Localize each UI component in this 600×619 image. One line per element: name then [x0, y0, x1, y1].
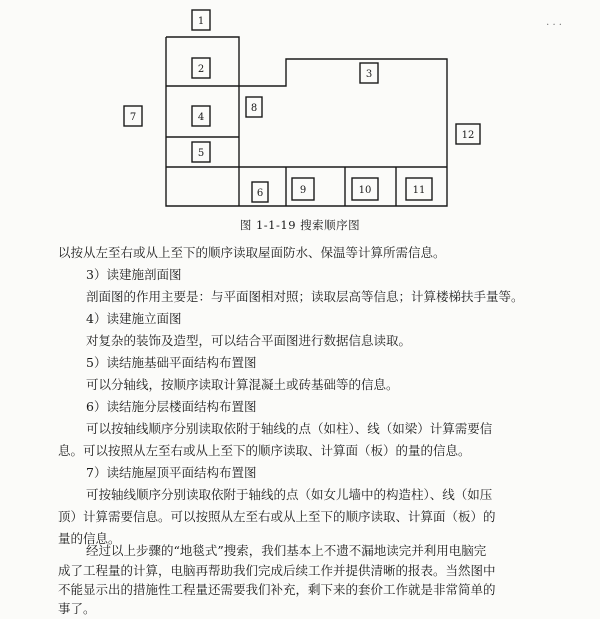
body-line: 事了。	[58, 601, 96, 616]
search-order-diagram	[0, 0, 600, 230]
body-line: 顶）计算需要信息。可以按照从左至右或从上至下的顺序读取、计算面（板）的	[58, 509, 496, 524]
section-heading: 5）读结施基础平面结构布置图	[86, 355, 257, 370]
label-9: 9	[299, 185, 307, 196]
label-1: 1	[197, 16, 205, 27]
corner-mark: · · ·	[546, 20, 562, 31]
label-6: 6	[256, 188, 264, 199]
body-line: 量的信息。	[58, 531, 121, 546]
body-line: 可以分轴线，按顺序读取计算混凝土或砖基础等的信息。	[86, 377, 399, 392]
label-11: 11	[412, 185, 426, 196]
body-line: 息。可以按照从左至右或从上至下的顺序读取、计算面（板）的量的信息。	[58, 443, 471, 458]
label-5: 5	[197, 148, 205, 159]
body-line: 剖面图的作用主要是：与平面图相对照；读取层高等信息；计算楼梯扶手量等。	[86, 289, 524, 304]
body-line: 经过以上步骤的“地毯式”搜索，我们基本上不遗不漏地读完并利用电脑完	[86, 543, 487, 558]
body-line: 以按从左至右或从上至下的顺序读取屋面防水、保温等计算所需信息。	[58, 245, 446, 260]
section-heading: 7）读结施屋顶平面结构布置图	[86, 465, 257, 480]
section-heading: 6）读结施分层楼面结构布置图	[86, 399, 257, 414]
body-line: 不能显示出的措施性工程量还需要我们补充，剩下来的套价工作就是非常简单的	[58, 582, 496, 597]
building-outline	[166, 37, 447, 206]
label-12: 12	[461, 130, 475, 141]
label-10: 10	[358, 185, 372, 196]
label-2: 2	[197, 64, 205, 75]
body-line: 可按轴线顺序分别读取依附于轴线的点（如女儿墙中的构造柱）、线（如压	[86, 487, 493, 502]
label-7: 7	[129, 112, 137, 123]
label-3: 3	[365, 69, 373, 80]
section-heading: 4）读建施立面图	[86, 311, 182, 326]
label-4: 4	[197, 112, 205, 123]
body-line: 成了工程量的计算，电脑再帮助我们完成后续工作并提供清晰的报表。当然图中	[58, 563, 496, 578]
figure-caption: 图 1-1-19 搜索顺序图	[239, 218, 361, 232]
body-line: 对复杂的装饰及造型，可以结合平面图进行数据信息读取。	[86, 333, 412, 348]
label-8: 8	[250, 103, 258, 114]
section-heading: 3）读建施剖面图	[86, 267, 182, 282]
body-line: 可以按轴线顺序分别读取依附于轴线的点（如柱）、线（如梁）计算需要信	[86, 421, 493, 436]
